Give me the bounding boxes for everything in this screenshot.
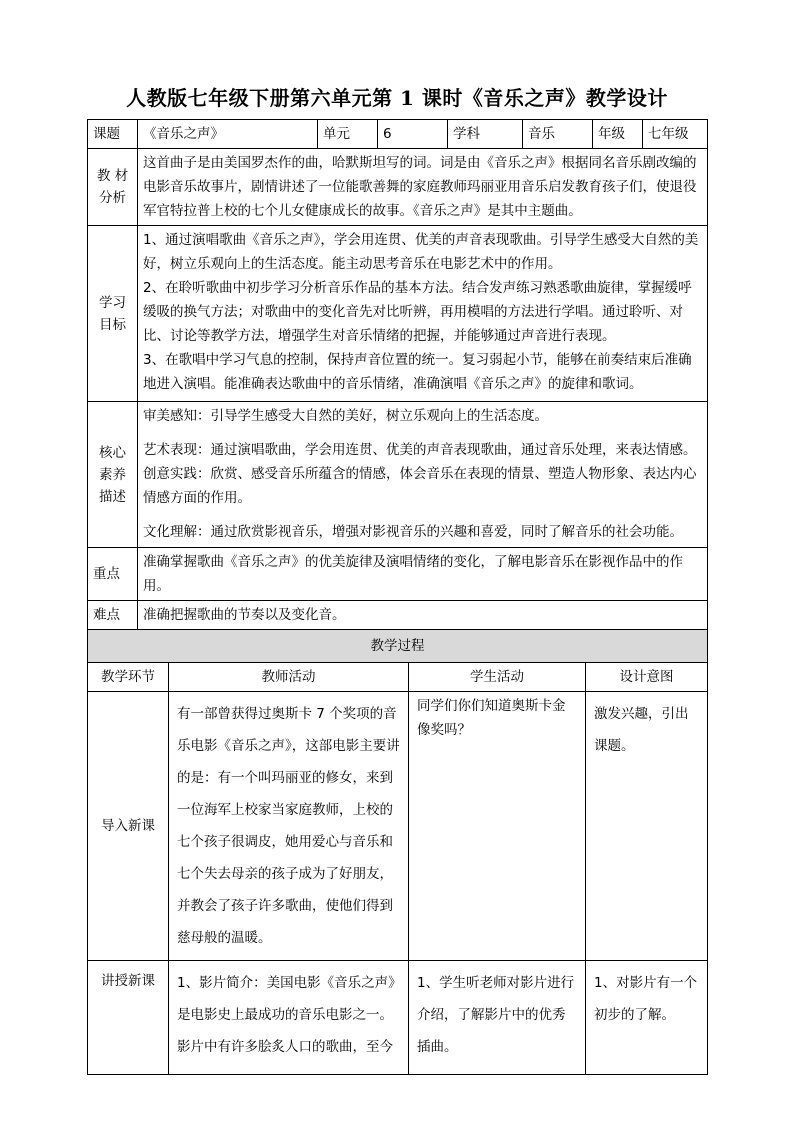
literacy-text (138, 402, 708, 548)
analysis-text: 这首曲子是由美国罗杰作的曲，哈默斯坦写的词。词是由《音乐之声》根据同名音乐剧改编的电影音乐故事片，剧情讲述了一位能歌善舞的家庭教师玛丽亚用音乐启发教育孩子们，使退役军官特拉普上校的七个儿女健康成长的故事。《音乐之声》是其中主题曲。 (138, 149, 708, 226)
process-header: 教学过程 (88, 630, 708, 662)
key-point-text: 准确掌握歌曲《音乐之声》的优美旋律及演唱情绪的变化，了解电影音乐在影视作品中的作用。 (138, 548, 708, 601)
literacy-label-line1: 核心 (99, 444, 126, 461)
literacy-row (88, 402, 708, 548)
info-row (88, 120, 708, 149)
process-row (88, 691, 708, 960)
literacy-label-line3: 描述 (99, 488, 126, 505)
process-columns-row (88, 662, 708, 691)
process-table (87, 630, 708, 1075)
difficulty-row (88, 601, 708, 630)
stage-cell: 导入新课 (88, 691, 169, 960)
analysis-row (88, 149, 708, 226)
grade-value: 七年级 (643, 120, 708, 149)
literacy-item: 艺术表现：通过演唱歌曲，学会用连贯、优美的声音表现歌曲，通过音乐处理，来表达情感。 (143, 442, 697, 458)
design-intent: 激发兴趣，引出课题。 (586, 691, 708, 960)
objective-item: 2、在聆听歌曲中初步学习分析音乐作品的基本方法。结合发声练习熟悉歌曲旋律，掌握缓呼缓吸的换气方法；对歌曲中的变化音先对比听辨，再用模唱的方法进行学唱。通过聆听、对比、讨论等教学方法，增强学生对音乐情绪的把握，并能够通过声音进行表现。 (143, 280, 692, 344)
difficulty-label: 难点 (88, 601, 138, 630)
objectives-label-line1: 学习 (99, 294, 126, 311)
subject-value: 音乐 (523, 120, 593, 149)
objective-item: 3、在歌唱中学习气息的控制，保持声音位置的统一。复习弱起小节，能够在前奏结束后准确地进入演唱。能准确表达歌曲中的音乐情绪，准确演唱《音乐之声》的旋律和歌词。 (143, 352, 692, 392)
lesson-plan-table (87, 119, 707, 1075)
objectives-row (88, 226, 708, 402)
student-activity: 1、学生听老师对影片进行介绍，了解影片中的优秀插曲。 (409, 960, 586, 1074)
grade-label: 年级 (593, 120, 643, 149)
process-row (88, 960, 708, 1074)
analysis-label (88, 149, 138, 226)
objectives-text (138, 226, 708, 402)
analysis-label-line1: 教 材 (96, 168, 129, 184)
key-point-row (88, 548, 708, 601)
column-teacher: 教师活动 (169, 662, 409, 691)
difficulty-text: 准确把握歌曲的节奏以及变化音。 (138, 601, 708, 630)
analysis-label-line2: 分析 (99, 190, 126, 206)
column-stage: 教学环节 (88, 662, 169, 691)
stage-cell: 讲授新课 (88, 960, 169, 1074)
course-label: 课题 (88, 120, 138, 149)
literacy-item: 文化理解：通过欣赏影视音乐，增强对影视音乐的兴趣和喜爱，同时了解音乐的社会功能。 (143, 524, 683, 540)
key-point-label: 重点 (88, 548, 138, 601)
column-intent: 设计意图 (586, 662, 708, 691)
process-header-row (88, 630, 708, 662)
design-intent: 1、对影片有一个初步的了解。 (586, 960, 708, 1074)
teacher-activity: 1、影片简介：美国电影《音乐之声》是电影史上最成功的音乐电影之一。影片中有许多脍炙人口的歌曲，至今 (169, 960, 409, 1074)
page-title: 人教版七年级下册第六单元第 1 课时《音乐之声》教学设计 (126, 86, 668, 110)
teacher-activity: 有一部曾获得过奥斯卡 7 个奖项的音乐电影《音乐之声》，这部电影主要讲的是：有一个叫玛丽亚的修女，来到一位海军上校家当家庭教师，上校的七个孩子很调皮，她用爱心与音乐和七个失去母亲的孩子成为了好朋友，并教会了孩子许多歌曲，使他们得到慈母般的温暖。 (169, 691, 409, 960)
column-student: 学生活动 (409, 662, 586, 691)
literacy-label (88, 402, 138, 548)
objectives-label (88, 226, 138, 402)
unit-value: 6 (378, 120, 448, 149)
literacy-item: 创意实践：欣赏、感受音乐所蕴含的情感，体会音乐在表现的情景、塑造人物形象、表达内心情感方面的作用。 (143, 466, 697, 506)
subject-label: 学科 (448, 120, 523, 149)
objective-item: 1、通过演唱歌曲《音乐之声》，学会用连贯、优美的声音表现歌曲。引导学生感受大自然的美好，树立乐观向上的生活态度。能主动思考音乐在电影艺术中的作用。 (143, 232, 699, 272)
unit-label: 单元 (318, 120, 378, 149)
objectives-label-line2: 目标 (99, 316, 126, 333)
literacy-label-line2: 素养 (99, 466, 126, 483)
student-activity: 同学们你们知道奥斯卡金像奖吗？ (409, 691, 586, 960)
info-table (87, 119, 708, 630)
literacy-item: 审美感知：引导学生感受大自然的美好，树立乐观向上的生活态度。 (143, 408, 548, 424)
course-value: 《音乐之声》 (138, 120, 318, 149)
